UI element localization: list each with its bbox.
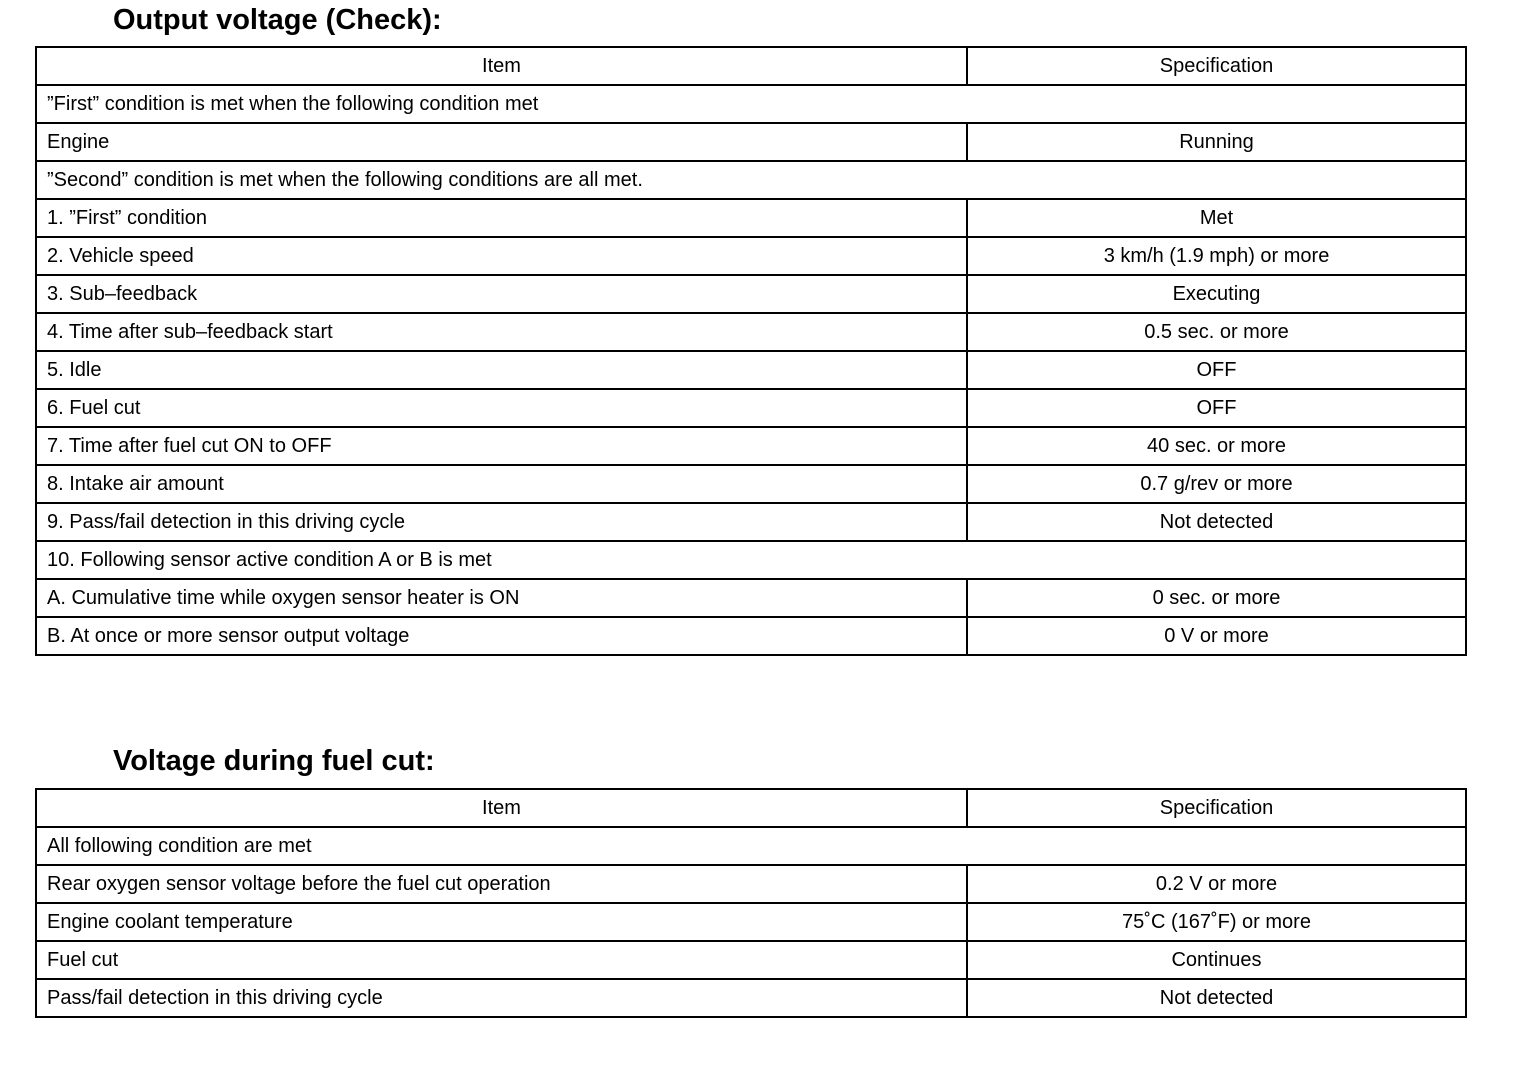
specification-cell: 0.7 g/rev or more [967, 465, 1466, 503]
specification-cell: 0.2 V or more [967, 865, 1466, 903]
item-cell: 8. Intake air amount [36, 465, 967, 503]
specification-cell: Executing [967, 275, 1466, 313]
item-cell: 9. Pass/fail detection in this driving cycle [36, 503, 967, 541]
table-row [36, 199, 1466, 237]
specification-cell: Not detected [967, 503, 1466, 541]
table-header-row [36, 47, 1466, 85]
item-cell: 4. Time after sub–feedback start [36, 313, 967, 351]
specification-cell: 75˚C (167˚F) or more [967, 903, 1466, 941]
item-cell: A. Cumulative time while oxygen sensor heater is ON [36, 579, 967, 617]
specification-cell: 0 V or more [967, 617, 1466, 655]
table-row [36, 351, 1466, 389]
table-row [36, 123, 1466, 161]
fuel-cut-voltage-rows [36, 789, 1466, 1017]
header-item: Item [36, 47, 967, 85]
header-specification: Specification [967, 47, 1466, 85]
table-row [36, 941, 1466, 979]
condition-group-text: All following condition are met [36, 827, 1466, 865]
condition-group-text: 10. Following sensor active condition A or B is met [36, 541, 1466, 579]
table-header-row [36, 789, 1466, 827]
table-row [36, 579, 1466, 617]
item-cell: 1. ”First” condition [36, 199, 967, 237]
specification-cell: Met [967, 199, 1466, 237]
item-cell: 2. Vehicle speed [36, 237, 967, 275]
header-specification: Specification [967, 789, 1466, 827]
table-row [36, 237, 1466, 275]
specification-cell: 0.5 sec. or more [967, 313, 1466, 351]
specification-cell: 3 km/h (1.9 mph) or more [967, 237, 1466, 275]
table-row [36, 903, 1466, 941]
condition-group-row [36, 827, 1466, 865]
condition-group-row [36, 85, 1466, 123]
item-cell: 3. Sub–feedback [36, 275, 967, 313]
specification-cell: Running [967, 123, 1466, 161]
specification-cell: Continues [967, 941, 1466, 979]
item-cell: B. At once or more sensor output voltage [36, 617, 967, 655]
table-row [36, 427, 1466, 465]
item-cell: 5. Idle [36, 351, 967, 389]
table-row [36, 865, 1466, 903]
item-cell: Fuel cut [36, 941, 967, 979]
table-row [36, 465, 1466, 503]
specification-cell: OFF [967, 389, 1466, 427]
specification-cell: 0 sec. or more [967, 579, 1466, 617]
table-row [36, 503, 1466, 541]
specification-cell: 40 sec. or more [967, 427, 1466, 465]
output-voltage-rows [36, 47, 1466, 655]
header-item: Item [36, 789, 967, 827]
item-cell: Engine [36, 123, 967, 161]
table-row [36, 275, 1466, 313]
condition-group-row [36, 541, 1466, 579]
table-row [36, 617, 1466, 655]
output-voltage-title: Output voltage (Check): [113, 4, 442, 36]
item-cell: Engine coolant temperature [36, 903, 967, 941]
fuel-cut-voltage-title: Voltage during fuel cut: [113, 745, 435, 777]
output-voltage-table [35, 46, 1467, 656]
condition-group-text: ”Second” condition is met when the following conditions are all met. [36, 161, 1466, 199]
condition-group-text: ”First” condition is met when the following condition met [36, 85, 1466, 123]
table-row [36, 313, 1466, 351]
condition-group-row [36, 161, 1466, 199]
table-row [36, 979, 1466, 1017]
item-cell: 7. Time after fuel cut ON to OFF [36, 427, 967, 465]
specification-cell: Not detected [967, 979, 1466, 1017]
item-cell: Pass/fail detection in this driving cycle [36, 979, 967, 1017]
item-cell: Rear oxygen sensor voltage before the fuel cut operation [36, 865, 967, 903]
item-cell: 6. Fuel cut [36, 389, 967, 427]
table-row [36, 389, 1466, 427]
fuel-cut-voltage-table [35, 788, 1467, 1018]
specification-cell: OFF [967, 351, 1466, 389]
